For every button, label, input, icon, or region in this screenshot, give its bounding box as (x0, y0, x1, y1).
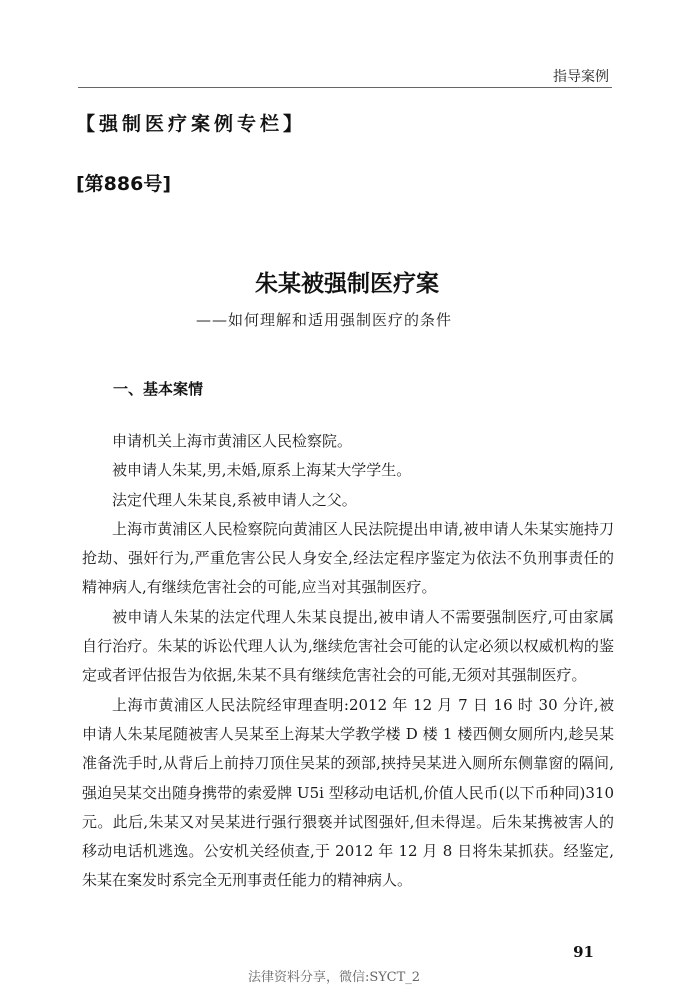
section-heading: 一、基本案情 (113, 380, 204, 398)
paragraph-findings: 上海市黄浦区人民法院经审理查明:2012 年 12 月 7 日 16 时 30 分许,被申请人朱某尾随被害人吴某至上海某大学教学楼 D 楼 1 楼西侧女厕所内,趁吴某准备洗手时,从背后上前持刀顶住吴某的颈部,挟持吴某进入厕所东侧靠窗的隔间,强迫吴某交出随身携带的索爱牌 U5i 型移动电话机,价值人民币(以下币种同)310 元。此后,朱某又对吴某进行强行猥亵并试图强奸,但未得逞。后朱某携被害人的移动电话机逃逸。公安机关经侦查,于 2012 年 12 月 8 日将朱某抓获。经鉴定,朱某在案发时系完全无刑事责任能力的精神病人。 (82, 695, 614, 890)
paragraph-applicant: 申请机关上海市黄浦区人民检察院。 (112, 432, 353, 450)
running-header-section-label: 指导案例 (553, 69, 609, 85)
case-title: 朱某被强制医疗案 (255, 270, 439, 297)
page-number: 91 (573, 943, 594, 961)
paragraph-legal-representative: 法定代理人朱某良,系被申请人之父。 (112, 490, 357, 509)
watermark-text: 法律资料分享，微信:SYCT_2 (248, 970, 421, 985)
paragraph-application: 上海市黄浦区人民检察院向黄浦区人民法院提出申请,被申请人朱某实施持刀抢劫、强奸行为,严重危害公民人身安全,经法定程序鉴定为依法不负刑事责任的精神病人,有继续危害社会的可能,应当对其强制医疗。 (82, 519, 614, 597)
header-divider (78, 87, 612, 88)
column-title: 【强制医疗案例专栏】 (76, 113, 307, 135)
case-subtitle: ——如何理解和适用强制医疗的条件 (196, 311, 453, 329)
paragraph-respondent: 被申请人朱某,男,未婚,原系上海某大学学生。 (112, 461, 412, 480)
body-text (82, 427, 614, 896)
paragraph-defense: 被申请人朱某的法定代理人朱某良提出,被申请人不需要强制医疗,可由家属自行治疗。朱某的诉讼代理人认为,继续危害社会可能的认定必须以权威机构的鉴定或者评估报告为依据,朱某不具有继续危害社会的可能,无须对其强制医疗。 (82, 607, 614, 685)
issue-number: [第886号] (76, 173, 172, 195)
